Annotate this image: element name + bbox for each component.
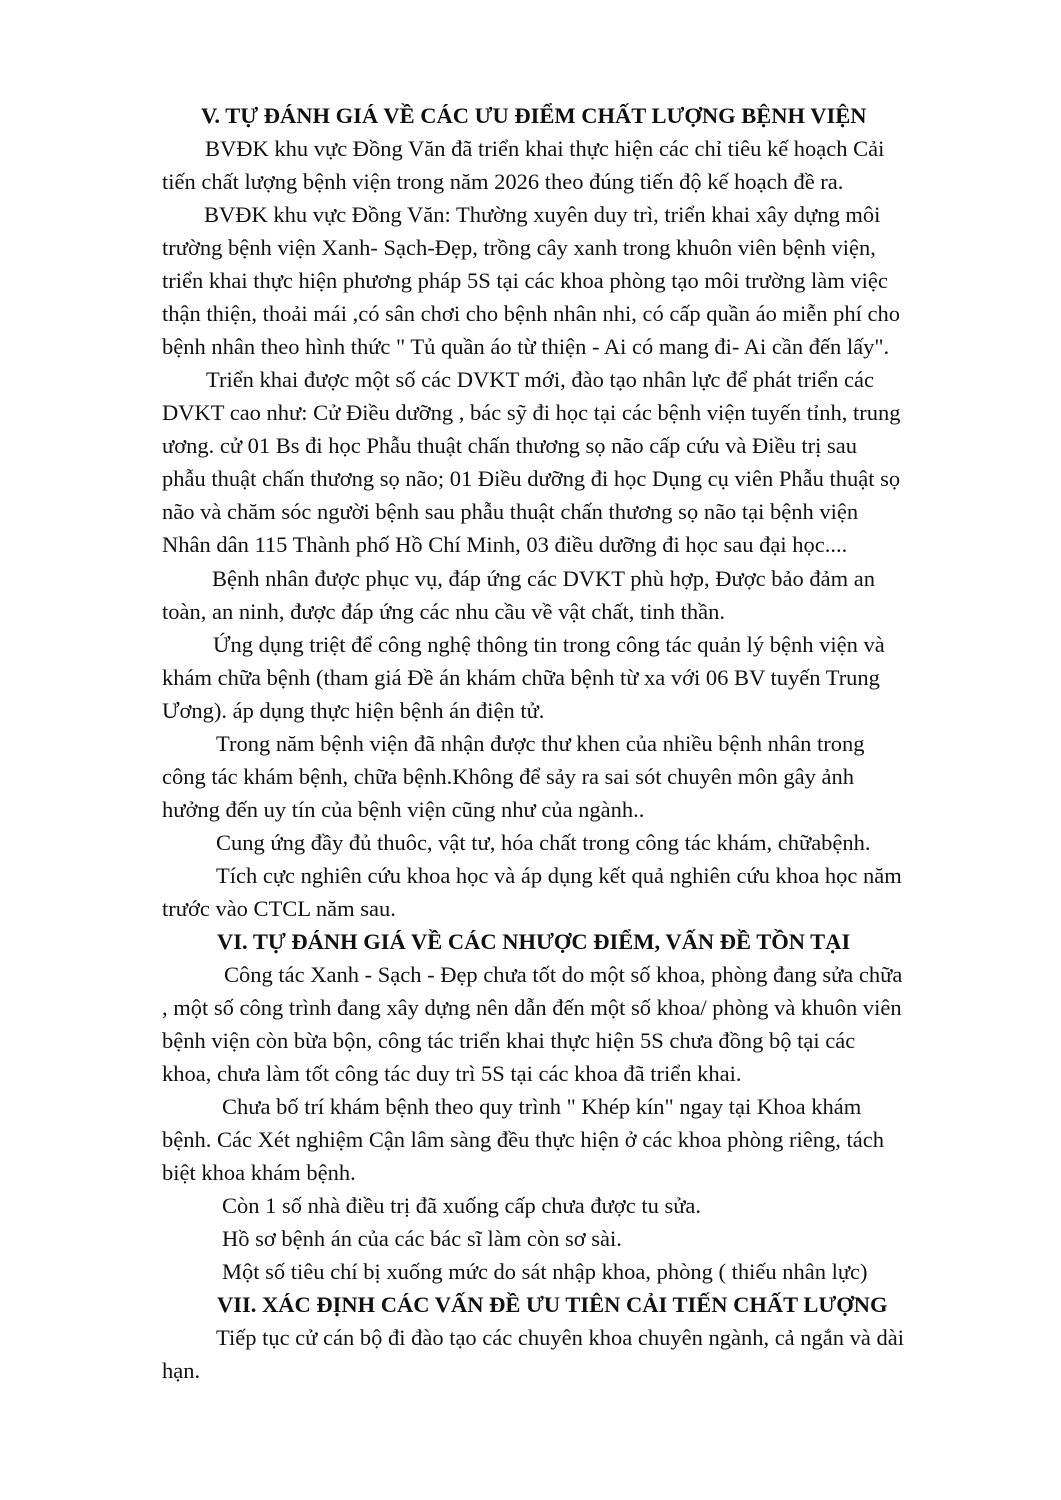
text-line: hạn. <box>162 1358 201 1383</box>
text-line: bệnh nhân theo hình thức " Tủ quần áo từ thiện - Ai có mang đi- Ai cần đến lấy". <box>162 334 890 359</box>
text-line: Tiếp tục cử cán bộ đi đào tạo các chuyên khoa chuyên ngành, cả ngắn và dài <box>216 1325 904 1350</box>
text-line: bệnh viện còn bừa bộn, công tác triển khai thực hiện 5S chưa đồng bộ tại các <box>162 1028 856 1053</box>
text-line: Hồ sơ bệnh án của các bác sĩ làm còn sơ sài. <box>222 1226 622 1251</box>
text-line: biệt khoa khám bệnh. <box>162 1160 356 1185</box>
text-line: Bệnh nhân được phục vụ, đáp ứng các DVKT phù hợp, Được bảo đảm an <box>212 566 875 591</box>
text-line: BVĐK khu vực Đồng Văn đã triển khai thực hiện các chỉ tiêu kế hoạch Cải <box>205 136 885 161</box>
text-line: , một số công trình đang xây dựng nên dẫn đến một số khoa/ phòng và khuôn viên <box>162 995 902 1020</box>
text-line: trước vào CTCL năm sau. <box>162 896 396 921</box>
text-line: công tác khám bệnh, chữa bệnh.Không để sảy ra sai sót chuyên môn gây ảnh <box>162 764 854 789</box>
text-line: triển khai thực hiện phương pháp 5S tại các khoa phòng tạo môi trường làm việc <box>162 268 888 293</box>
text-line: khoa, chưa làm tốt công tác duy trì 5S tại các khoa đã triển khai. <box>162 1061 742 1086</box>
text-line: Ương). áp dụng thực hiện bệnh án điện tử. <box>162 698 545 723</box>
text-line: Tích cực nghiên cứu khoa học và áp dụng kết quả nghiên cứu khoa học năm <box>216 863 902 888</box>
text-line: phẫu thuật chấn thương sọ não; 01 Điều dưỡng đi học Dụng cụ viên Phẫu thuật sọ <box>162 466 901 491</box>
text-line: hưởng đến uy tín của bệnh viện cũng như của ngành.. <box>162 797 645 822</box>
text-line: toàn, an ninh, được đáp ứng các nhu cầu về vật chất, tinh thần. <box>162 599 725 624</box>
text-line: Cung ứng đầy đủ thuôc, vật tư, hóa chất trong công tác khám, chữabệnh. <box>216 830 871 855</box>
text-line: Còn 1 số nhà điều trị đã xuống cấp chưa được tu sửa. <box>222 1193 702 1218</box>
text-line: bệnh. Các Xét nghiệm Cận lâm sàng đều thực hiện ở các khoa phòng riêng, tách <box>162 1127 884 1152</box>
text-line: Nhân dân 115 Thành phố Hồ Chí Minh, 03 điều dưỡng đi học sau đại học.... <box>162 532 848 557</box>
text-line: Chưa bố trí khám bệnh theo quy trình " Khép kín" ngay tại Khoa khám <box>222 1094 862 1119</box>
text-line: Triển khai được một số các DVKT mới, đào tạo nhân lực để phát triển các <box>206 367 875 392</box>
text-line: não và chăm sóc người bệnh sau phẫu thuật chấn thương sọ não tại bệnh viện <box>162 499 859 524</box>
text-line: Một số tiêu chí bị xuống mức do sát nhập khoa, phòng ( thiếu nhân lực) <box>222 1259 868 1284</box>
text-line: ương. cử 01 Bs đi học Phẫu thuật chấn thương sọ não cấp cứu và Điều trị sau <box>162 433 857 458</box>
section-heading: VII. XÁC ĐỊNH CÁC VẤN ĐỀ ƯU TIÊN CẢI TIẾN CHẤT LƯỢNG <box>217 1292 888 1317</box>
section-heading: V. TỰ ĐÁNH GIÁ VỀ CÁC ƯU ĐIỂM CHẤT LƯỢNG BỆNH VIỆN <box>201 103 867 128</box>
text-line: tiến chất lượng bệnh viện trong năm 2026 theo đúng tiến độ kế hoạch đề ra. <box>162 169 844 194</box>
text-line: DVKT cao như: Cử Điều dưỡng , bác sỹ đi học tại các bệnh viện tuyến tỉnh, trung <box>162 400 901 425</box>
text-line: Trong năm bệnh viện đã nhận được thư khen của nhiều bệnh nhân trong <box>216 731 865 756</box>
text-line: Ứng dụng triệt để công nghệ thông tin trong công tác quản lý bệnh viện và <box>213 632 885 657</box>
text-line: Công tác Xanh - Sạch - Đẹp chưa tốt do một số khoa, phòng đang sửa chữa <box>224 962 903 987</box>
text-line: trường bệnh viện Xanh- Sạch-Đẹp, trồng cây xanh trong khuôn viên bệnh viện, <box>162 235 876 260</box>
text-line: thận thiện, thoải mái ,có sân chơi cho bệnh nhân nhi, có cấp quần áo miễn phí cho <box>162 301 900 326</box>
text-line: khám chữa bệnh (tham giá Đề án khám chữa bệnh từ xa với 06 BV tuyến Trung <box>162 665 880 690</box>
text-line: BVĐK khu vực Đồng Văn: Thường xuyên duy trì, triển khai xây dựng môi <box>204 202 881 227</box>
section-heading: VI. TỰ ĐÁNH GIÁ VỀ CÁC NHƯỢC ĐIỂM, VẤN ĐỀ TỒN TẠI <box>217 929 851 954</box>
